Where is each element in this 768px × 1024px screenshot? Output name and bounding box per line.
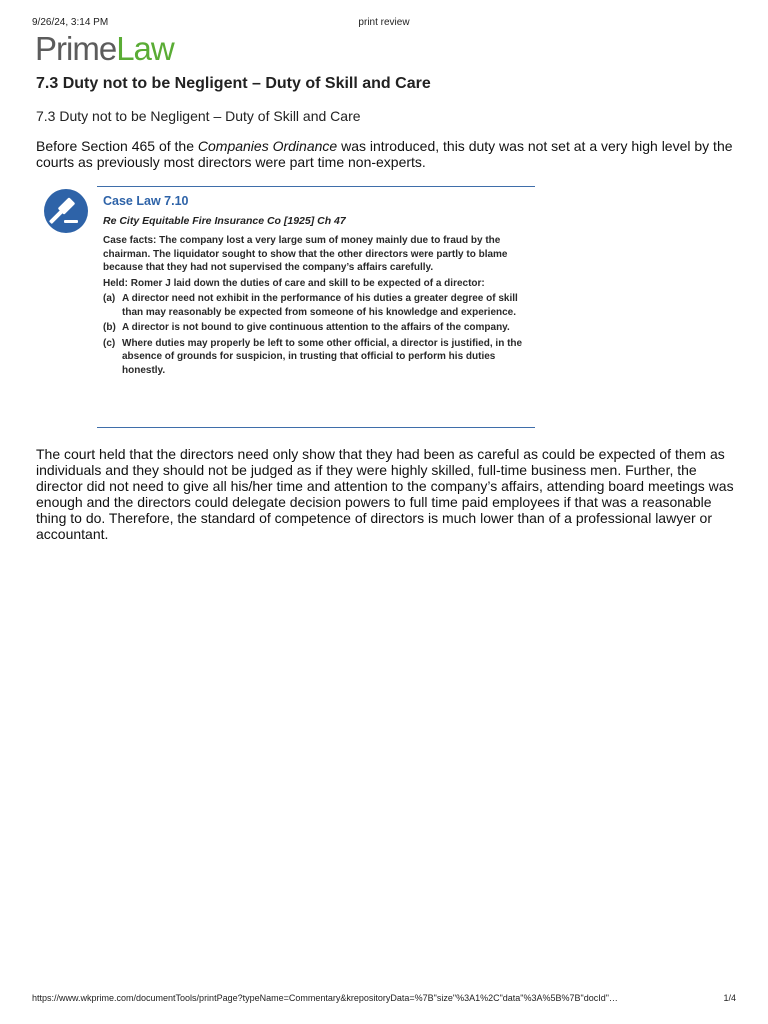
page-url: https://www.wkprime.com/documentTools/printPage?typeName=Commentary&krepositoryData=%7B"size"%3A1%2C"data"%3A%5B%7B"docId"…	[32, 993, 618, 1003]
primelaw-logo	[35, 30, 174, 68]
logo-prime: Prime	[35, 30, 117, 67]
case-point-label: (c)	[103, 337, 116, 349]
print-page-title: print review	[358, 17, 410, 28]
case-point-c	[103, 337, 531, 378]
print-timestamp: 9/26/24, 3:14 PM	[32, 17, 109, 28]
case-body	[103, 234, 531, 379]
intro-paragraph	[36, 138, 736, 170]
case-point-text: A director is not bound to give continuous attention to the affairs of the company.	[122, 322, 510, 333]
case-top-rule	[97, 186, 535, 187]
case-point-text: A director need not exhibit in the performance of his duties a greater degree of skill than may reasonably be expected from someone of his knowledge and experience.	[122, 293, 518, 318]
section-subheading: 7.3 Duty not to be Negligent – Duty of Skill and Care	[36, 108, 361, 124]
gavel-icon	[44, 189, 88, 233]
case-point-label: (a)	[103, 293, 116, 304]
case-name: Re City Equitable Fire Insurance Co [1925] Ch 47	[103, 215, 346, 227]
case-facts: Case facts: The company lost a very large sum of money mainly due to fraud by the chairman. The liquidator sought to show that the other directors were partly to blame because that they had not supervised the company’s affairs carefully.	[103, 235, 508, 273]
case-point-text: Where duties may properly be left to some other official, a director is justified, in the absence of grounds for suspicion, in trusting that official to perform his duties honestly.	[122, 337, 523, 376]
case-point-b	[103, 321, 531, 335]
print-footer	[32, 993, 736, 1005]
print-header	[32, 17, 736, 31]
case-point-label: (b)	[103, 322, 116, 333]
case-point-a	[103, 292, 531, 319]
case-law-box	[44, 186, 535, 428]
page-number: 1/4	[723, 993, 736, 1003]
logo-law: Law	[116, 30, 174, 67]
intro-text-before: Before Section 465 of the	[36, 138, 198, 154]
intro-text-after: was introduced, this duty was not set at a very high level by the courts as previously most directors were part time non-experts.	[36, 138, 733, 170]
intro-ordinance-italic: Companies Ordinance	[197, 138, 338, 154]
case-bottom-rule	[97, 427, 535, 428]
conclusion-paragraph: The court held that the directors need only show that they had been as careful as could be expected of them as individuals and they should not be judged as if they were highly skilled, full-time business men. Further, the director did not need to give all his/her time and attention to the company’s affairs, attending board meetings was enough and the directors could delegate decision powers to full time paid employees if that was a reasonable thing to do. Therefore, the standard of competence of directors is much lower than of a professional lawyer or accountant.	[36, 446, 734, 542]
case-title: Case Law 7.10	[103, 194, 189, 208]
page-title: 7.3 Duty not to be Negligent – Duty of Skill and Care	[36, 75, 431, 92]
case-held: Held: Romer J laid down the duties of care and skill to be expected of a director:	[103, 277, 485, 289]
